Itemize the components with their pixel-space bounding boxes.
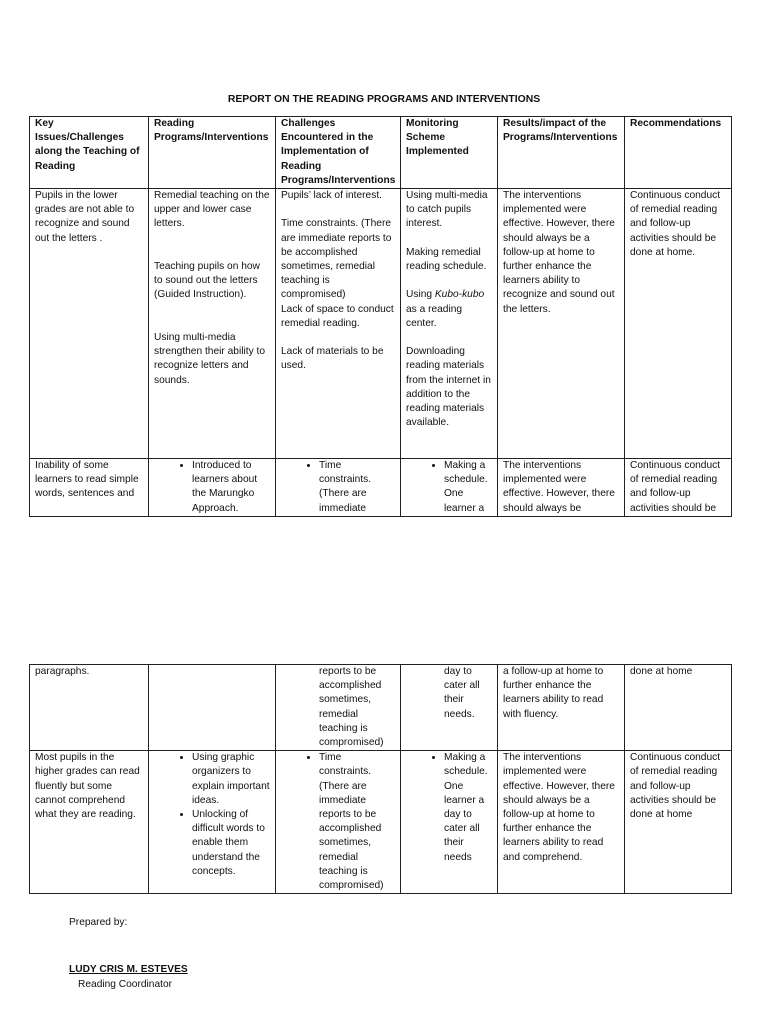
header-monitoring: Monitoring Scheme Implemented: [401, 117, 498, 189]
cell-issue: [30, 459, 149, 517]
challenge-text: reports to be accomplished sometimes, remedial teaching is compromised): [319, 666, 384, 749]
program-text: Remedial teaching on the upper and lower case letters.: [154, 190, 270, 230]
cell-programs: [149, 459, 276, 517]
cell-results: [498, 665, 625, 751]
monitoring-text: Downloading reading materials from the internet in addition to the reading materials available.: [406, 346, 491, 429]
prepared-by-label: Prepared by:: [69, 917, 128, 928]
program-text: Teaching pupils on how to sound out the letters (Guided Instruction).: [154, 261, 260, 301]
list-item: • Introduced to learners about the Marungko Approach.: [192, 459, 271, 516]
bullet-list: [154, 459, 271, 516]
header-key-issues: Key Issues/Challenges along the Teaching of Reading: [30, 117, 149, 189]
bullet-list: [281, 459, 396, 516]
header-challenges: Challenges Encountered in the Implementation of Reading Programs/Interventions: [276, 117, 401, 189]
cell-issue: [30, 189, 149, 459]
monitoring-text: Making remedial reading schedule.: [406, 246, 487, 273]
cell-recommendations: [625, 459, 732, 517]
cell-challenges: [276, 665, 401, 751]
recommendations-text: done at home: [630, 666, 693, 677]
cell-challenges: [276, 189, 401, 459]
list-item: • Unlocking of difficult words to enable them understand the concepts.: [192, 808, 271, 879]
monitoring-text: day to cater all their needs.: [444, 666, 480, 720]
report-table-page-bottom: [29, 664, 732, 894]
results-text: The interventions implemented were effective. However, there should always be a follow-up at home to further enhance the learners ability to recognize and sound out the letters.: [503, 190, 615, 315]
bullet-list: [406, 751, 493, 865]
header-recommendations: Recommendations: [625, 117, 732, 189]
cell-monitoring: [401, 665, 498, 751]
table-row: [30, 189, 732, 459]
cell-issue: [30, 751, 149, 894]
cell-challenges: [276, 459, 401, 517]
list-item: • Making a schedule. One learner a: [444, 459, 493, 516]
table-row: [30, 459, 732, 517]
results-text: a follow-up at home to further enhance the learners ability to read with fluency.: [503, 666, 604, 720]
cell-results: [498, 751, 625, 894]
issue-text: paragraphs.: [35, 666, 90, 677]
table-row: [30, 665, 732, 751]
issue-text: Most pupils in the higher grades can read fluently but some cannot comprehend what they are reading.: [35, 752, 140, 821]
report-title: REPORT ON THE READING PROGRAMS AND INTERVENTIONS: [227, 94, 541, 105]
results-text: The interventions implemented were effective. However, there should always be a follow-up at home to further enhance the learners ability to read and comprehend.: [503, 752, 615, 863]
issue-text: Inability of some learners to read simple words, sentences and: [35, 460, 139, 500]
cell-recommendations: [625, 189, 732, 459]
monitoring-text: Using multi-media to catch pupils interest.: [406, 190, 488, 230]
list-item: • Using graphic organizers to explain important ideas.: [192, 751, 271, 808]
list-item: • Time constraints. (There are immediate: [319, 459, 396, 516]
cell-programs: [149, 189, 276, 459]
cell-results: [498, 189, 625, 459]
cell-monitoring: [401, 751, 498, 894]
cell-challenges: [276, 751, 401, 894]
results-text: The interventions implemented were effective. However, there should always be: [503, 460, 615, 514]
table-header-row: [30, 117, 732, 189]
challenge-text: Pupils’ lack of interest.: [281, 190, 382, 202]
header-results: Results/impact of the Programs/Interventions: [498, 117, 625, 189]
signatory-role: Reading Coordinator: [78, 979, 173, 990]
cell-issue: [30, 665, 149, 751]
monitoring-text-part: as a reading center.: [406, 289, 488, 329]
cell-monitoring: [401, 189, 498, 459]
challenge-text: Lack of space to conduct remedial reading.: [281, 303, 394, 329]
challenge-text: Lack of materials to be used.: [281, 346, 384, 372]
bullet-list: [406, 459, 493, 516]
program-text: Using multi-media strengthen their ability to recognize letters and sounds.: [154, 332, 265, 386]
header-reading-programs: Reading Programs/Interventions: [149, 117, 276, 189]
cell-recommendations: [625, 665, 732, 751]
recommendations-text: Continuous conduct of remedial reading and follow-up activities should be: [630, 460, 721, 514]
signatory-name: LUDY CRIS M. ESTEVES: [69, 964, 188, 975]
list-item: • Time constraints. (There are immediate reports to be accomplished sometimes, remedial teaching is compromised): [319, 751, 396, 893]
cell-recommendations: [625, 751, 732, 894]
cell-programs: [149, 665, 276, 751]
challenge-text: Time constraints. (There are immediate reports to be accomplished sometimes, remedial teaching is compromised): [281, 218, 392, 301]
table-row: [30, 751, 732, 894]
issue-text: Pupils in the lower grades are not able to recognize and sound out the letters .: [35, 190, 135, 244]
report-table-page-top: [29, 116, 732, 517]
monitoring-text: [406, 288, 493, 331]
recommendations-text: Continuous conduct of remedial reading and follow-up activities should be done at home: [630, 752, 721, 821]
recommendations-text: Continuous conduct of remedial reading and follow-up activities should be done at home.: [630, 190, 721, 258]
list-item: • Making a schedule. One learner a day to cater all their needs: [444, 751, 493, 865]
monitoring-text-part: Using: [406, 289, 435, 301]
bullet-list: [154, 751, 271, 879]
bullet-list: [281, 751, 396, 893]
cell-programs: [149, 751, 276, 894]
cell-monitoring: [401, 459, 498, 517]
cell-results: [498, 459, 625, 517]
kubo-kubo-italic: Kubo-kubo: [434, 289, 485, 301]
